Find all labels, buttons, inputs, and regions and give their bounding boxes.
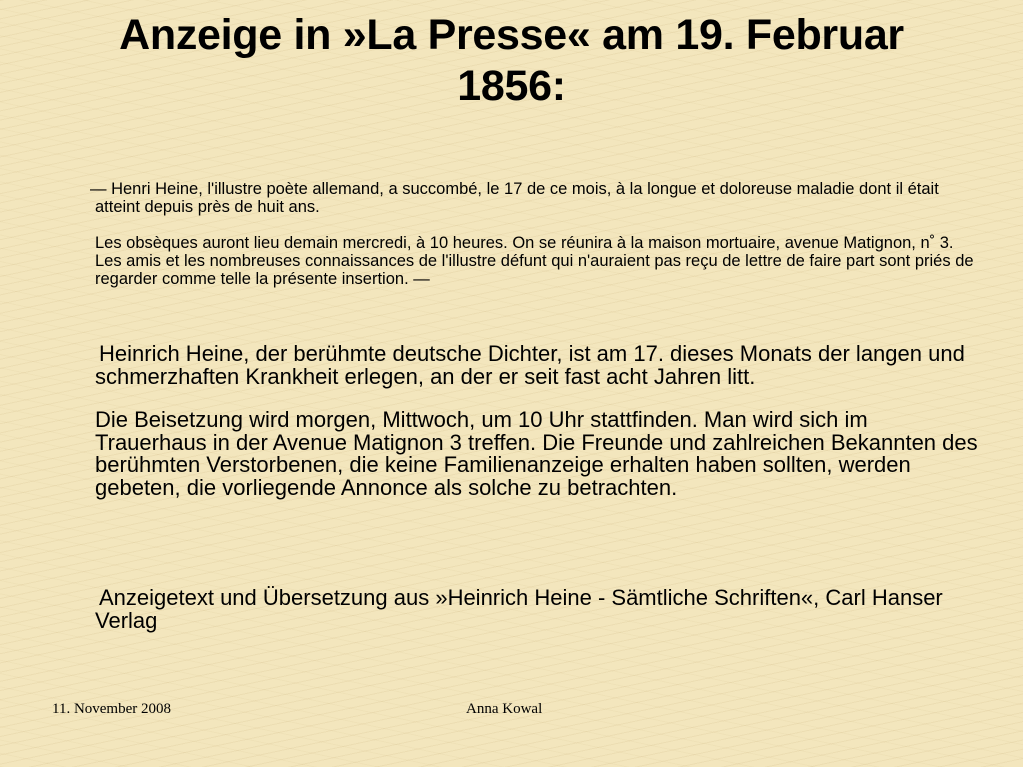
footer-date: 11. November 2008 <box>52 701 172 717</box>
german-translation <box>95 343 980 499</box>
french-notice-paragraph-2: Les obsèques auront lieu demain mercredi, à 10 heures. On se réunira à la maison mortuaire, avenue Matignon, n˚ 3. Les amis et les nombreuses connaissances de l'illustre défunt qui n'auraient pas reçu de lettre de faire part sont priés de regarder comme telle la présente insertion. — <box>95 234 974 288</box>
source-note: Anzeigetext und Übersetzung aus »Heinrich Heine - Sämtliche Schriften«, Carl Hanser Verlag <box>95 585 943 633</box>
french-notice-paragraph-1: — Henri Heine, l'illustre poète allemand, a succombé, le 17 de ce mois, à la longue et doloreuse maladie dont il était atteint depuis près de huit ans. <box>90 180 939 216</box>
slide-title: Anzeige in »La Presse« am 19. Februar 1856: <box>119 11 904 110</box>
french-notice <box>90 180 975 288</box>
footer-author: Anna Kowal <box>466 701 543 717</box>
german-translation-paragraph-2: Die Beisetzung wird morgen, Mittwoch, um 10 Uhr stattfinden. Man wird sich im Trauerhaus in der Avenue Matignon 3 treffen. Die Freunde und zahlreichen Bekannten des berühmten Verstorbenen, die keine Familienanzeige erhalten haben sollten, werden gebeten, die vorliegende Annonce als solche zu betrachten. <box>95 407 978 500</box>
german-translation-paragraph-1: Heinrich Heine, der berühmte deutsche Dichter, ist am 17. dieses Monats der langen und schmerzhaften Krankheit erlegen, an der er seit fast acht Jahren litt. <box>95 341 965 389</box>
